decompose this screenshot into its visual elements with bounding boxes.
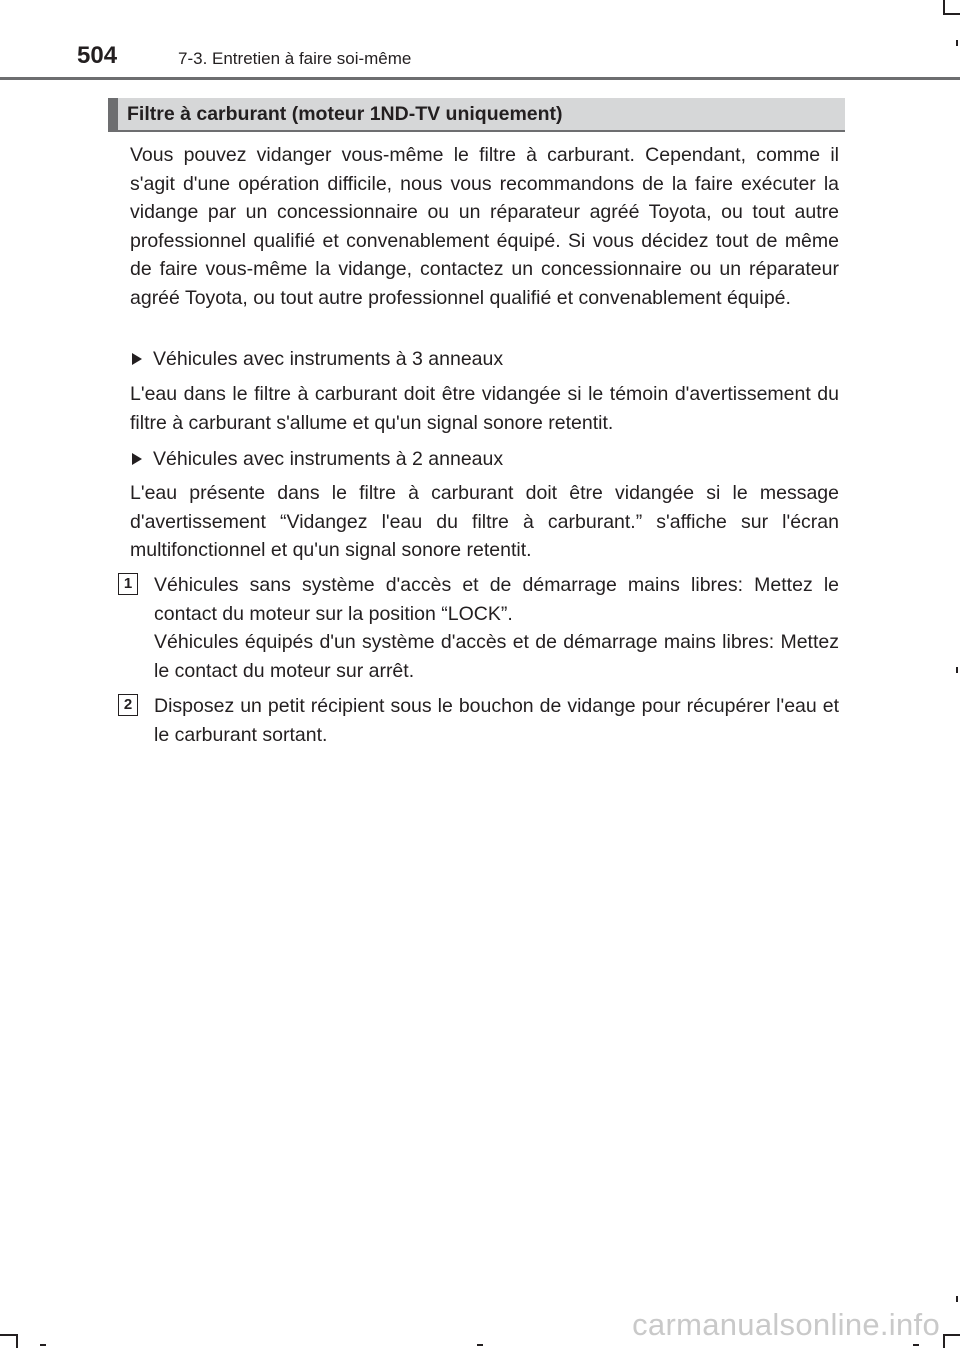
step-1-text-keyless-absent: Véhicules sans système d'accès et de démarrage mains libres: Mettez le contact du moteur sur la position “LOCK”. xyxy=(154,574,839,625)
case-paragraph-2-rings: L'eau présente dans le filtre à carburant doit être vidangée si le message d'avertissement “Vidangez l'eau du filtre à carburant.” s'affiche sur l'écran multifonctionnel et qu'un signal sonore retentit. xyxy=(130,482,839,562)
crop-mark xyxy=(40,1344,46,1346)
page-number: 504 xyxy=(77,42,118,69)
step-number-badge: 2 xyxy=(118,694,138,716)
crop-mark xyxy=(943,1334,945,1348)
step-1-text-keyless-equipped: Véhicules équipés d'un système d'accès et de démarrage mains libres: Mettez le contact du moteur sur arrêt. xyxy=(154,631,839,682)
case-label: Véhicules avec instruments à 3 anneaux xyxy=(153,348,504,370)
crop-mark xyxy=(943,13,960,15)
crop-mark xyxy=(913,1344,919,1346)
crop-mark xyxy=(956,667,958,673)
header-rule xyxy=(0,77,960,80)
section-title: 7-3. Entretien à faire soi-même xyxy=(178,49,412,68)
watermark: carmanualsonline.info xyxy=(632,1307,940,1342)
case-paragraph-3-rings: L'eau dans le filtre à carburant doit être vidangée si le témoin d'avertissement du filtre à carburant s'allume et qu'un signal sonore retentit. xyxy=(130,383,839,434)
crop-mark xyxy=(956,40,958,46)
section-heading: Filtre à carburant (moteur 1ND-TV uniquement) xyxy=(127,103,563,125)
crop-mark xyxy=(956,1296,958,1302)
crop-mark xyxy=(477,1344,483,1346)
case-label: Véhicules avec instruments à 2 anneaux xyxy=(153,448,504,470)
page-header xyxy=(0,0,960,82)
triangle-bullet-icon xyxy=(132,353,142,365)
crop-mark xyxy=(943,0,945,13)
intro-paragraph: Vous pouvez vidanger vous-même le filtre à carburant. Cependant, comme il s'agit d'une opération difficile, nous vous recommandons de la faire exécuter la vidange par un concessionnaire ou un réparateur agréé Toyota, ou tout autre professionnel qualifié et convenablement équipé. Si vous décidez tout de même de faire vous-même la vidange, contactez un concessionnaire ou un réparateur agréé Toyota, ou tout autre professionnel qualifié et convenablement équipé. xyxy=(130,144,839,309)
step-number-badge: 1 xyxy=(118,573,138,595)
triangle-bullet-icon xyxy=(132,453,142,465)
crop-mark xyxy=(16,1334,18,1348)
heading-marker xyxy=(108,98,118,132)
step-2-text: Disposez un petit récipient sous le bouchon de vidange pour récupérer l'eau et le carburant sortant. xyxy=(154,695,839,746)
crop-mark xyxy=(943,1334,960,1336)
crop-mark xyxy=(0,1334,16,1336)
section-heading-bar xyxy=(108,98,845,132)
